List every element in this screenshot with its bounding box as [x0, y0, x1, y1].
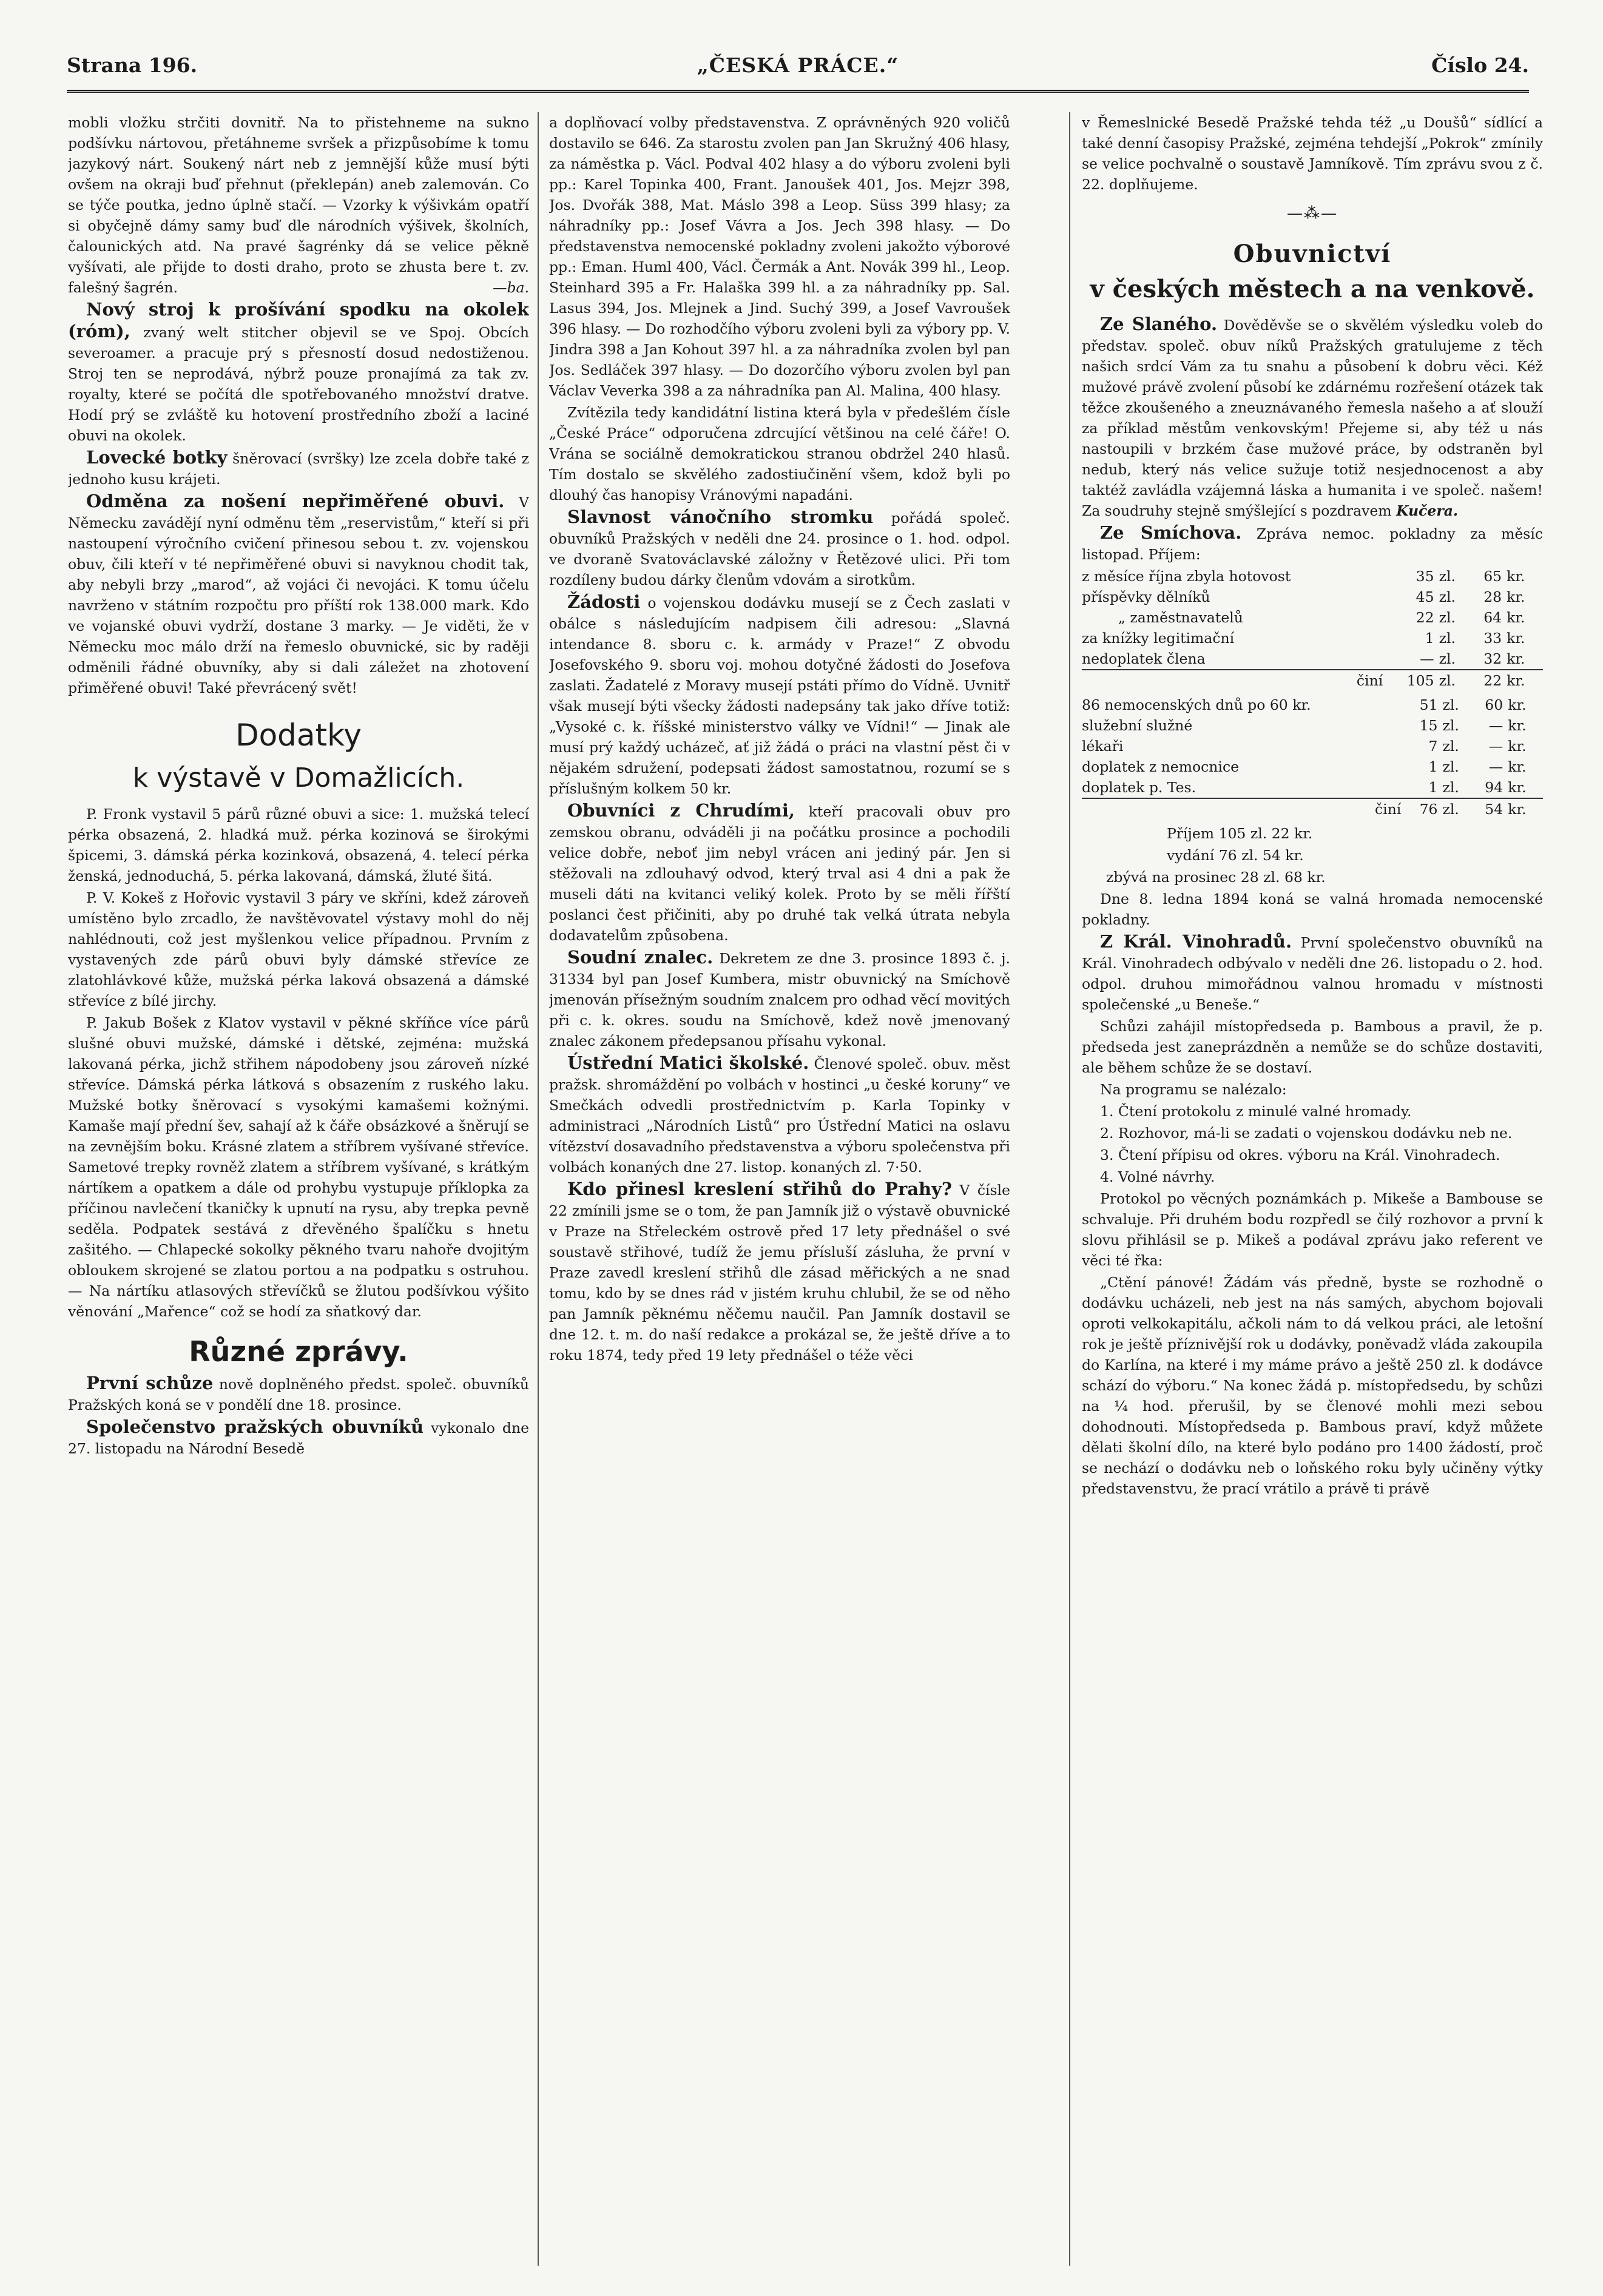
- cell-label: nedoplatek člena: [1082, 650, 1206, 667]
- header-rule: [67, 90, 1529, 93]
- sum-label: činí: [1082, 798, 1409, 820]
- program-list: [1082, 1101, 1543, 1187]
- table-row: [1082, 607, 1543, 628]
- page-header: [67, 53, 1529, 84]
- cell-zl: 7: [1428, 738, 1438, 755]
- cell-kr: 33: [1483, 630, 1502, 647]
- section-title-dodatky: Dodatky: [235, 718, 362, 753]
- news-body: Členové společ. obuv. měst pražsk. shromáždění po volbách v hostinci „u české koruny“ ve Smečkách odvedli prostřednictvím p. Karla Topinky v administraci „Národních Listů“ pro Ústřední Matici na oslavu vítězství dosavadního představenstva a výboru společenstva při volbách konaných dne 27. listop. konaných zl. 7·50.: [549, 1055, 1010, 1176]
- sum-kr: 54: [1475, 798, 1508, 820]
- cell-unit-zl: zl.: [1442, 779, 1459, 796]
- article-heading: Odměna za nošení nepřiměřené obuvi.: [86, 491, 505, 511]
- report-body: Zpráva nemoc. pokladny za měsíc listopad.: [1082, 525, 1543, 563]
- cell-kr: —: [1488, 758, 1503, 775]
- cell-kr: 64: [1483, 609, 1502, 626]
- news-body: vykonalo dne 27. listopadu na Národní Besedě: [68, 1419, 529, 1457]
- column-3: [1082, 112, 1543, 2272]
- cell-zl: 1: [1428, 758, 1438, 775]
- cell-kr: 60: [1485, 696, 1503, 713]
- cell-kr: 94: [1485, 779, 1503, 796]
- article-heading: Nový stroj k prošívání spodku na okolek (róm),: [68, 299, 529, 342]
- unit-kr: kr.: [1508, 798, 1543, 820]
- article-boots: [68, 447, 529, 490]
- article-body: V Německu zavádějí nyní odměnu těm „reservistům,“ kteří si při nastoupení výročního cvičení přinesou sebou t. zv. vojenskou obuv, čili kteří v té nepřiměřené obuvi si navyknou chodit tak, aby nebyli brzy „marod“, až vojáci či nevojáci. K tomu účelu navrženo v státním rozpočtu pro příští rok 138.000 mark. Kdo ve vojanské obuvi vydrží, dostane 3 marky. — Je viděti, že v Německu moc málo drží na řemeslo obuvnické, sic by raději odměnili řádné obuvníky, aby si dali záležet na zhotovení přiměřené obuvi! Také převrácený svět!: [68, 494, 529, 696]
- news-body: pořádá společ. obuvníků Pražských v neděli dne 24. prosince o 1. hod. odpol. ve dvoraně Svatováclavské záložny v Řetězové ulici. Při tom rozdíleny budou dárky členům vdovám a sirotkům.: [549, 510, 1010, 588]
- report-smichov: [1082, 522, 1543, 565]
- report-paragraph: Schůzi zahájil místopředseda p. Bambous a pravil, že p. předseda jest zaneprázdněn a nemůže se do schůze dostaviti, ale během schůze že se dostaví.: [1082, 1018, 1543, 1076]
- cell-unit-kr: kr.: [1508, 717, 1527, 734]
- cell-label: doplatek p. Tes.: [1082, 779, 1196, 796]
- program-item: 4. Volné návrhy.: [1100, 1168, 1215, 1185]
- exhibit-paragraph: P. Fronk vystavil 5 párů různé obuvi a sice: 1. mužská telecí pérka obsazená, 2. hladká muž. pérka kozinová se širokými špicemi, 3. dámská pérka kozinková, obsazená, 4. telecí pérka ženská, jednoduchá, 5. pérka lakovaná, dámská, žluté šitá.: [68, 806, 529, 884]
- section-subtitle-dodatky: k výstavě v Domažlicích.: [132, 763, 465, 793]
- news-item: [68, 1373, 529, 1415]
- program-item: 3. Čtení přípisu od okres. výboru na Král. Vinohradech.: [1100, 1146, 1500, 1163]
- cell-label: služební služné: [1082, 717, 1193, 734]
- cell-kr: —: [1488, 738, 1503, 755]
- column-1: [68, 112, 529, 2272]
- cell-unit-zl: zl.: [1439, 650, 1456, 667]
- report-paragraph: Na programu se nalézalo:: [1100, 1081, 1287, 1098]
- report-paragraph: „Ctění pánové! Žádám vás předně, byste se rozhodně o dodávku ucházeli, neb jest na nás samých, abychom bojovali oproti velkokapitálu, ačkoli nám to dá velkou práci, ale letošní rok je ještě příznivější rok u dodávky, poněvadž vláda zakoupila do Karlína, na které i my máme právo a ještě 250 zl. k dodávce schází do výboru.“ Na konec žádá p. místopředsedu, by schůzi na ¼ hod. přerušil, by se členové mohli mezi sebou dohodnouti. Místopředseda p. Bambous praví, když můžete dělati školní dílo, na které bylo podáno pro 1400 žádostí, proč se nechází o dodávku neb o loňského roku byly učiněny výtky představenstvu, že prací vrátilo a právě ti právě: [1082, 1274, 1543, 1497]
- cell-label: z měsíce října zbyla hotovost: [1082, 568, 1291, 585]
- cell-zl: 1: [1425, 630, 1434, 647]
- report-paragraph: Protokol po věcných poznámkách p. Mikeše a Bambouse se schvaluje. Při druhém bodu rozpředl se čilý rozhovor a první k slovu přihlásil se p. Mikeš a podával zprávu jako referent ve věci té řka:: [1082, 1190, 1543, 1269]
- cell-zl: 51: [1419, 696, 1438, 713]
- balance-line: zbývá na prosinec 28 zl. 68 kr.: [1106, 869, 1326, 886]
- program-item: 1. Čtení protokolu z minulé valné hromady.: [1100, 1103, 1412, 1120]
- news-item: [549, 1179, 1010, 1365]
- cell-unit-zl: zl.: [1442, 696, 1459, 713]
- cell-unit-kr: kr.: [1508, 738, 1527, 755]
- sum-zl: 76: [1409, 798, 1442, 820]
- table-row: [1082, 587, 1543, 607]
- author-signature: Kučera.: [1396, 502, 1459, 519]
- table-row: [1082, 648, 1543, 670]
- news-heading: Žádosti: [567, 591, 641, 612]
- cell-zl: 35: [1416, 568, 1434, 585]
- news-body: Dekretem ze dne 3. prosince 1893 č. j. 31334 byl pan Josef Kumbera, mistr obuvnický na Smíchově jmenován přísežným soudním znalcem pro odhad věcí movitých při c. k. okres. soudu na Smíchově, kdež nově jmenovaný znalec zákonem předepsanou přísahu vykonal.: [549, 950, 1010, 1049]
- article-reward: [68, 491, 529, 698]
- cell-unit-kr: kr.: [1508, 779, 1527, 796]
- news-item: [549, 947, 1010, 1051]
- cell-zl: 1: [1428, 779, 1438, 796]
- cell-label: doplatek z nemocnice: [1082, 758, 1240, 775]
- cell-label: příspěvky dělníků: [1082, 588, 1210, 605]
- table-row: [1082, 777, 1543, 798]
- unit-zl: zl.: [1439, 670, 1473, 691]
- exhibit-paragraph: P. V. Kokeš z Hořovic vystavil 3 páry ve skříni, kdež zároveň umístěno bylo zrcadlo, že navštěvovatel výstavy mohl do něj nahlédnouti, což jest myšlenkou velice případnou. Prvním z vystavených zde párů obuvi byly dámské střevíce ze zlatohlávkové kůže, mužská pérka laková obsazená a dámské střevíce z bílé jirchy.: [68, 889, 529, 1009]
- cell-kr: —: [1488, 717, 1503, 734]
- page-number: Strana 196.: [67, 53, 198, 77]
- continuation-paragraph: v Řemeslnické Besedě Pražské tehda též „u Doušů“ sídlící a také denní časopisy Pražské, zejména tehdejší „Pokrok“ zmínily se velice pochvalně o soustavě Jamníkově. Tím zprávu svou z č. 22. doplňujeme.: [1082, 114, 1543, 193]
- election-paragraph: a doplňovací volby představenstva. Z oprávněných 920 voličů dostavilo se 646. Za starostu zvolen pan Jan Skružný 406 hlasy, za náměstka p. Václ. Podval 402 hlasy a do výboru zvoleni byli pp.: Karel Topinka 400, Frant. Janoušek 401, Jos. Mejzr 398, Jos. Dvořák 388, Mat. Máslo 398 a Leop. Süss 399 hlasy; za náhradníky pp.: Josef Vávra a Jos. Jech 398 hlasy. — Do představenstva nemocenské pokladny zvoleni jakožto výborové pp.: Eman. Huml 400, Václ. Čermák a Ant. Novák 399 hl., Leop. Steinhard 395 a Fr. Halaška 399 hl. a za náhradníky pp. Sal. Lasus 394, Jos. Mlejnek a Jind. Suchý 399, a Josef Vavroušek 396 hlasy. — Do rozhodčího výboru zvoleni byli za výbory pp. V. Jindra 398 a Jan Kohout 397 hl. a za náhradníka zvolen byl pan Jos. Sedláček 397 hlasy. — Do dozorčího výboru zvolen byl pan Václav Veverka 398 a za náhradníka pan Al. Malina, 400 hlasy.: [549, 114, 1010, 399]
- unit-kr: kr.: [1507, 670, 1543, 691]
- cell-kr: 32: [1483, 650, 1502, 667]
- news-item: [549, 800, 1010, 946]
- program-item: 2. Rozhovor, má-li se zadati o vojenskou dodávku neb ne.: [1100, 1125, 1513, 1142]
- column-2: [549, 112, 1010, 2272]
- report-slany: [1082, 314, 1543, 521]
- table-row: [1082, 628, 1543, 648]
- place-heading: Ze Slaného.: [1100, 314, 1218, 334]
- expense-total: vydání 76 zl. 54 kr.: [1167, 847, 1304, 864]
- news-body: nově doplněného předst. společ. obuvníků Pražských koná se v pondělí dne 18. prosince.: [68, 1376, 529, 1413]
- table-row: [1082, 695, 1543, 715]
- cell-unit-kr: kr.: [1508, 696, 1527, 713]
- news-heading: Obuvníci z Chrudími,: [567, 800, 795, 821]
- article-heading: Lovecké botky: [86, 447, 228, 468]
- news-body: o vojenskou dodávku musejí se z Čech zaslati v obálce s následujícím nadpisem čili adresou: „Slavná intendance 8. sboru c. k. armády v Praze!“ Z obvodu Josefovského 9. sboru voj. mohou dotyčné žádosti do Josefova zaslati. Žadatelé z Moravy musejí pstáti přímo do Vídně. Uvnitř však musejí býti všecky žádosti nadepsány tak jako dříve totiž: „Vysoké c. k. říšské ministerstvo války ve Vídni!“ — Jinak ale musí prý každý ucházeč, ať již žádá o práci na vlastní pěst či v nějakém sdružení, podepsati žádost samostatnou, rozumí se s příslušným kolkem 50 kr.: [549, 594, 1010, 797]
- news-heading: Kdo přinesl kreslení střihů do Prahy?: [567, 1179, 952, 1199]
- cell-label: za knížky legitimační: [1082, 630, 1235, 647]
- author-signature: —ba.: [492, 279, 529, 296]
- cell-label: „ zaměstnavatelů: [1082, 609, 1243, 626]
- cell-unit-zl: zl.: [1439, 630, 1456, 647]
- newspaper-title: „ČESKÁ PRÁCE.“: [697, 53, 899, 77]
- cell-unit-kr: kr.: [1507, 630, 1525, 647]
- news-item: [549, 591, 1010, 799]
- report-body: První společenstvo obuvníků na Král. Vinohradech odbývalo v neděli dne 26. listopadu o 2. hod. odpol. druhou mimořádnou valnou hromadu v místnosti společenské „u Beneše.“: [1082, 934, 1543, 1013]
- article-stitcher: [68, 299, 529, 446]
- cell-zl: 22: [1416, 609, 1434, 626]
- income-sum-row: [1082, 670, 1543, 691]
- cell-unit-zl: zl.: [1439, 588, 1456, 605]
- section-title-ruzne: Různé zprávy.: [189, 1335, 408, 1368]
- sum-label: činí: [1082, 670, 1391, 691]
- news-body: kteří pracovali obuv pro zemskou obranu, odváděli ji na počátku prosince a pochodili velice dobře, neboť jim nebyl vrácen ani jediný pár. Jen si stěžovali na zdlouhavý odvod, který trval asi 4 dni a pak že museli dáti na kvitanci veliký kolek. Proto by se měli řířští poslanci čest přičiniti, aby po druhé tak velká útrata nebyla dodavatelům způsobena.: [549, 803, 1010, 944]
- exhibit-paragraph: P. Jakub Bošek z Klatov vystavil v pěkné skříňce více párů slušné obuvi mužské, dámské i dětské, zejména: mužská lakovaná pérka, jichž střihem nápodobeny jsou zároveň nízké střevíce. Dámská pérka látková s obsazením z ruského laku. Mužské botky šněrovací s vysokými kamašemi kožnými. Kamaše mají přední šev, sahají až k čáře obsázkové a šněrují se na zevnějším boku. Krásné zlatem a stříbrem vyšívané střevíce. Sametové trepky rovněž zlatem a stříbrem vyšívané, s krátkým nártíkem a opatkem a dále od prohybu vystupuje příklopka za příčinou navlečení tkaničky k upnutí na rysu, aby trepka pevně seděla. Podpatek sestává z dřevěného špalíčku s hnetu zašitého. — Chlapecké sokolky pěkného tvaru nahoře dvojitým obloukem skrojené se zlatou portou a na podpatku s ostruhou. — Na nártíku atlasových střevíčků se žlutou podšívkou výšito věnování „Mařence“ což se hodí za sňatkový dar.: [68, 1014, 529, 1320]
- news-heading: Ústřední Matici školské.: [567, 1052, 809, 1073]
- cell-zl: —: [1420, 650, 1434, 667]
- cell-unit-kr: kr.: [1508, 758, 1527, 775]
- section-subtitle-towns: v českých městech a na venkově.: [1090, 275, 1535, 303]
- table-row: [1082, 756, 1543, 777]
- sum-zl: 105: [1391, 670, 1439, 691]
- news-heading: Společenstvo pražských obuvníků: [86, 1416, 424, 1437]
- cell-zl: 45: [1416, 588, 1434, 605]
- news-heading: Soudní znalec.: [567, 947, 714, 968]
- place-heading: Z Král. Vinohradů.: [1100, 931, 1292, 952]
- cell-kr: 28: [1483, 588, 1502, 605]
- issue-number: Číslo 24.: [1431, 53, 1529, 77]
- news-body: V čísle 22 zmínili jsme se o tom, že pan Jamník již o výstavě obuvnické v Praze na Střeleckém ostrově před 17 lety přednášel o své soustavě střihové, tudíž že jemu přísluší zásluha, že první v Praze zavedl kreslení střihů dle zásad měřických a ne snad tomu, kdo by se dnes rád v jistém kruhu chlubil, že se od něho pan Jamník pěknému něčemu naučil. Pan Jamník dostavil se dne 12. t. m. do naší redakce a prokázal se, že ještě dříve a to roku 1874, tedy před 19 lety přednášel o téže věci: [549, 1182, 1010, 1364]
- cell-zl: 15: [1419, 717, 1438, 734]
- income-table: [1082, 566, 1543, 691]
- table-row: [1082, 715, 1543, 736]
- news-heading: První schůze: [86, 1373, 214, 1393]
- cell-kr: 65: [1483, 568, 1502, 585]
- paragraph: mobli vložku strčiti dovnitř. Na to přistehneme na sukno podšívku nártovou, přetáhneme svršek a přizpůsobíme k tomu jazykový nárt. Soukený nárt neb z jemnější kůže musí býti ovšem na okraji buď přehnut (překlepán) aneb zalemován. Co se týče poutka, jedno úplně stačí. — Vzorky k výšivkám opatří si obyčejně dámy samy buď dle národních výšivek, školních, čalounických atd. Na pravé šagrénky dá se velice pěkně vyšívati, ale přijde to dosti draho, proto se zhusta bere t. zv. falešný šagrén.: [68, 114, 529, 296]
- article-continuation: [68, 112, 529, 298]
- column-rule-1: [538, 112, 539, 2266]
- income-total: Příjem 105 zl. 22 kr.: [1167, 825, 1313, 842]
- cell-unit-kr: kr.: [1507, 650, 1525, 667]
- column-rule-2: [1069, 112, 1070, 2266]
- section-title-obuvnictvi: Obuvnictví: [1233, 240, 1392, 268]
- cell-label: 86 nemocenských dnů po 60 kr.: [1082, 696, 1311, 713]
- cell-unit-zl: zl.: [1442, 717, 1459, 734]
- news-item: [549, 1052, 1010, 1177]
- table-row: [1082, 736, 1543, 756]
- report-vinohrady: [1082, 931, 1543, 1015]
- unit-zl: zl.: [1443, 798, 1475, 820]
- cell-unit-kr: kr.: [1507, 568, 1525, 585]
- news-item: [68, 1416, 529, 1459]
- place-heading: Ze Smíchova.: [1100, 522, 1242, 543]
- expense-table: [1082, 695, 1543, 820]
- election-result: Zvítězila tedy kandidátní listina která byla v předešlém čísle „České Práce“ odporučena zdrcující většinou na celé čáře! O. Vrána se sociálně demokratickou stranou obdržel 240 hlasů. Tím dostalo se skvělého zadostiučinění všem, kdož byli po dlouhý čas hanopisy Vránovými napadáni.: [549, 404, 1010, 503]
- article-body: šněrovací (svršky) lze zcela dobře také z jednoho kusu krájeti.: [68, 450, 529, 488]
- cell-unit-zl: zl.: [1442, 758, 1459, 775]
- ornament-divider: —⁂—: [1287, 204, 1338, 223]
- table-row: [1082, 566, 1543, 587]
- cell-unit-zl: zl.: [1439, 609, 1456, 626]
- sum-kr: 22: [1473, 670, 1507, 691]
- cell-unit-zl: zl.: [1439, 568, 1456, 585]
- article-body: zvaný welt stitcher objevil se ve Spoj. Obcích severoamer. a pracuje prý s přesností dosud nedostiženou. Stroj ten se neprodává, nýbrž pouze pronajímá za tak zv. royalty, které se počítá dle spotřebovaného množství dratve. Hodí prý se zvláště ku hotovení prostředního zboží a laciné obuvi na okolek.: [68, 324, 529, 444]
- cell-unit-zl: zl.: [1442, 738, 1459, 755]
- news-item: [549, 507, 1010, 590]
- news-heading: Slavnost vánočního stromku: [567, 507, 874, 527]
- meeting-note: Dne 8. ledna 1894 koná se valná hromada nemocenské pokladny.: [1082, 890, 1543, 928]
- cell-label: lékaři: [1082, 738, 1124, 755]
- expense-sum-row: [1082, 798, 1543, 820]
- cell-unit-kr: kr.: [1507, 588, 1525, 605]
- cell-unit-kr: kr.: [1507, 609, 1525, 626]
- report-body: Dověděvše se o skvělém výsledku voleb do představ. společ. obuv níků Pražských gratulujeme z těch našich srdcí Vám za tu snahu a působení k dobru věci. Kéž mužové právě zvolení působí ke zdárnému rozřešení otázek tak těžce zkoušeného a zneuznávaného řemesla našeho a ať slouží za příklad městům venkovským! Přejeme si, aby též u nás nastoupili v brzkém čase mužové práce, by odstraněn byl nedub, který nás velice sužuje totiž nesjednocenost a aby taktéž zavládla vzájemná láska a humanita i ve společ. našem! Za soudruhy stejně smýšlející s pozdravem: [1082, 317, 1543, 519]
- income-label: Příjem:: [1148, 546, 1201, 563]
